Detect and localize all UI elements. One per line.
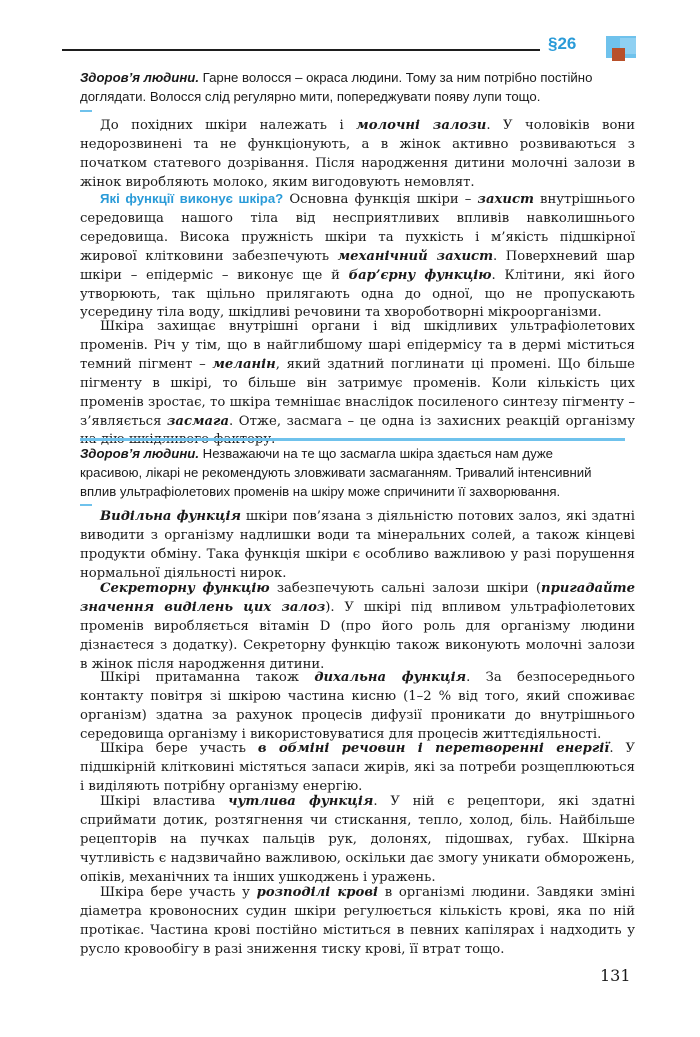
note-divider-top [80,438,625,441]
header-rule [62,49,540,51]
note-label: Здоров’я людини. [80,70,200,85]
paragraph-excretory: Видільна функція шкіри пов’язана з діяльністю потових залоз, які здатні виводити з організму надлишки води та мінеральних солей, а також кінцеві продукти обміну. Така функція шкіри є особливо важливою у разі порушення нормальної діяльності нирок. [80,509,635,581]
question-heading: Які функції виконує шкіра? [100,191,284,206]
paragraph-sensory: Шкірі властива чутлива функція. У ній є рецептори, які здатні сприймати дотик, розтягнення чи стискання, тепло, холод, біль. Найбільше рецепторів на пучках пальців рук, долонях, підошвах, губах. Шкірна чутливість є надзвичайно важливою, оскільки дає змогу уникати обморожень, опіків, механічних та інших ушкоджень і уражень. [80,794,635,885]
section-number: §26 [548,34,577,53]
note-text: Незважаючи на те що засмагла шкіра здається нам дуже красивою, лікарі не рекомендують зловживати засмаганням. Тривалий інтенсивний вплив ультрафіолетових променів на шкіру може спричинити її захворювання. [80,446,592,499]
paragraph-uv: Шкіра захищає внутрішні органи і від шкідливих ультрафіолетових променів. Річ у тім, що в найглибшому шарі епідермісу та в дермі міститься темний пігмент – меланін, який здатний поглинати ці промені. Що більше пігменту в шкірі, то більше він затримує променів. Коли кількість цих променів зростає, то шкіра темнішає внаслідок посиленого синтезу пігменту – з’являється засмага. Отже, засмага – це одна із захисних реакцій організму [80,319,635,429]
note-divider [80,110,92,112]
paragraph-protection: Які функції виконує шкіра? Основна функція шкіри – захист внутрішнього середовища нашого тіла від несприятливих впливів навколишнього середовища. Висока пружність шкіри та пухкість і м’якість підшкірної жирової клітковини забезпечують механічний захист. Поверхневий шар шкіри – епідерміс – виконує ще й бар’єрну функцію. Клітини, які його утворюють, так щільно прилягають одна до одної, що не пропускають усередину тіла воду, шкідливі речовини та хвороботворні мікроорганізми. [80,191,636,321]
note-text: Гарне волосся – окраса людини. Тому за ним потрібно постійно доглядати. Волосся слід регулярно мити, попереджувати появу лупи тощо. [80,70,593,104]
note-divider [80,504,92,506]
paragraph-mammary: До похідних шкіри належать і молочні залози. У чоловіків вони недорозвинені та не функціонують, а в жінок активно розвиваються з початком статевого дозрівання. Після народження дитини молочні залози в жінок виробляють молоко, яким вигодовують немовлят. [80,118,635,190]
paragraph-secretory: Секреторну функцію забезпечують сальні залози шкіри (пригадайте значення виділень цих залоз). У шкірі під впливом ультрафіолетових променів виробляється вітамін D (про його роль для організму людини дізнаєтеся з додатку). Секреторну функцію також виконують молочні залози в жінок після народження дитини. [80,581,635,672]
paragraph-blood: Шкіра бере участь у розподілі крові в організмі людини. Завдяки зміні діаметра кровоносних судин шкіри регулюється кількість крові, яка по ній протікає. Частина крові постійно міститься в певних капілярах і надходить у русло кровообігу в разі зниження тиску крові, її втрат тощо. [80,885,635,957]
page-number: 131 [600,966,631,985]
health-note-hair [80,68,615,106]
health-note-tan [80,444,615,501]
paragraph-respiratory: Шкірі притаманна також дихальна функція. За безпосереднього контакту повітря зі шкірою частина кисню (1–2 % від того, який споживає організм) здатна за рахунок процесів дифузії проникати до внутрішнього середовища організму і використовуватися для процесів життєдіяльності. [80,670,635,742]
note-label: Здоров’я людини. [80,446,200,461]
paragraph-metabolism: Шкіра бере участь в обміні речовин і перетворенні енергії. У підшкірній клітковині містяться запаси жирів, які за потреби розщеплюються і виділяють потрібну організму енергію. [80,741,635,794]
